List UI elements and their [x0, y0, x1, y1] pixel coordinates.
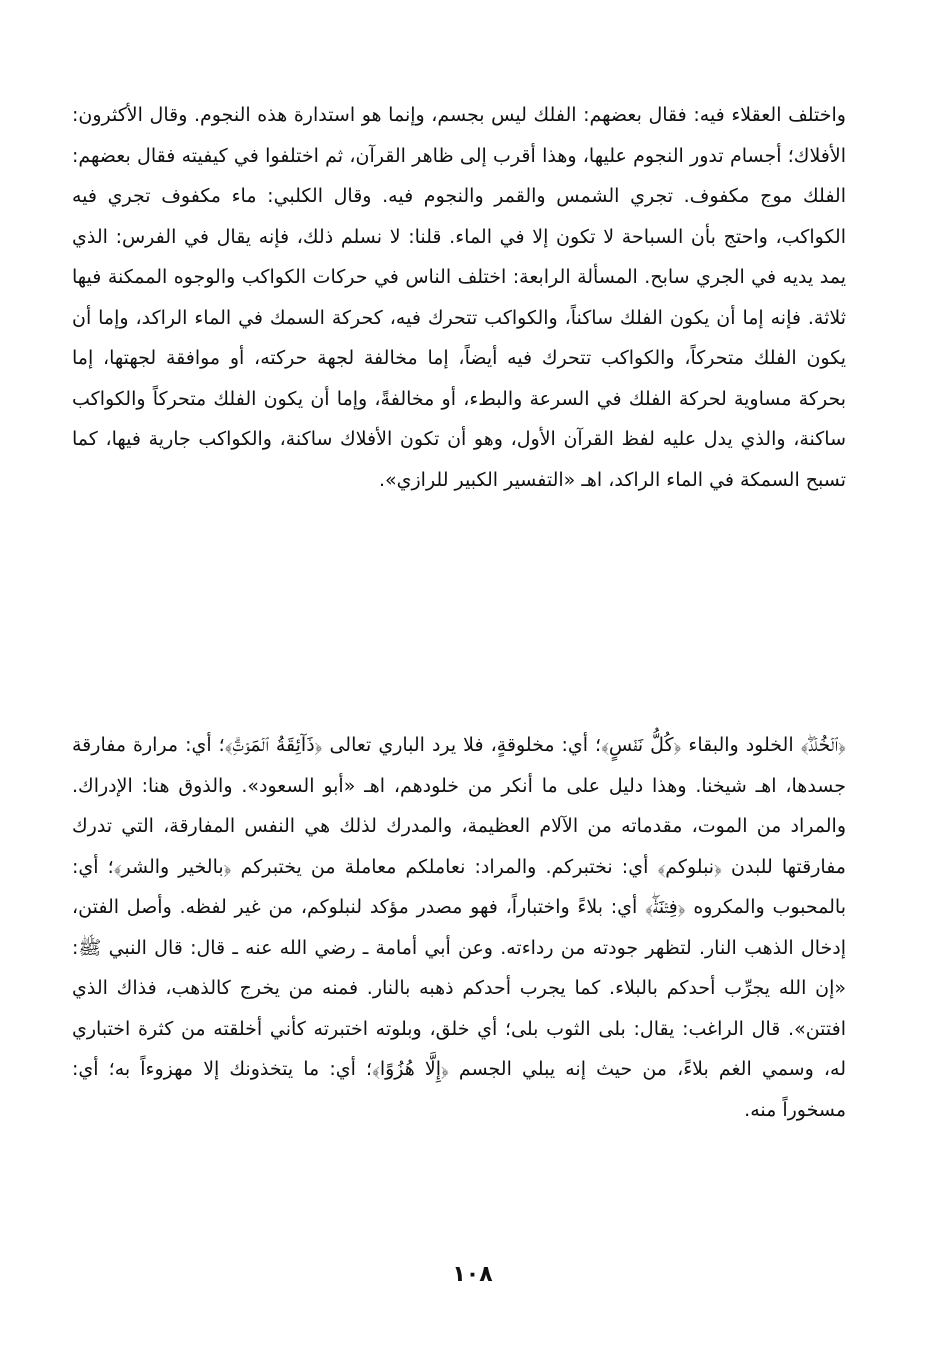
paragraph-commentary-orbits: واختلف العقلاء فيه: فقال بعضهم: الفلك ليس بجسم، وإنما هو استدارة هذه النجوم. وقال الأكثرون: الأفلاك؛ أجسام تدور النجوم عليها، وهذا أقرب إلى ظاهر القرآن، ثم اختلفوا في كيفيته فقال بعضهم: الفلك موج مكفوف. تجري الشمس والقمر والنجوم فيه. وقال الكلبي: ماء مكفوف تجري فيه الكواكب، واحتج بأن السباحة لا تكون إلا في الماء. قلنا: لا نسلم ذلك، فإنه يقال في الفرس: الذي يمد يديه في الجري سابح. المسألة الرابعة: اختلف الناس في حركات الكواكب والوجوه الممكنة فيها ثلاثة. فإنه إما أن يكون الفلك ساكناً، والكواكب تتحرك فيه، كحركة السمك في الماء الراكد، وإما أن يكون الفلك متحركاً، والكواكب تتحرك فيه أيضاً، إما مخالفة لجهة حركته، أو موافقة لجهتها، إما بحركة مساوية لحركة الفلك في السرعة والبطء، أو مخالفةً، وإما أن يكون الفلك متحركاً والكواكب ساكنة، والذي يدل عليه لفظ القرآن الأول، وهو أن تكون الأفلاك ساكنة، والكواكب جارية فيها، كما تسبح السمكة في الماء الراكد، اهـ «التفسير الكبير للرازي». — [72, 104, 846, 491]
paragraph-commentary-death-trial: ﴿ٱلۡخُلۡدَۖ﴾ الخلود والبقاء ﴿كُلُّ نَفۡسٍ﴾؛ أي: مخلوقةٍ، فلا يرد الباري تعالى ﴿ذَآئِقَةُ ٱلۡمَوۡتِۗ﴾؛ أي: مرارة مفارقة جسدها، اهـ شيخنا. وهذا دليل على ما أنكر من خلودهم، اهـ «أبو السعود». والذوق هنا: الإدراك. والمراد من الموت، مقدماته من الآلام العظيمة، والمدرك لذلك هي النفس المفارقة، التي تدرك مفارقتها للبدن ﴿نبلوكم﴾ أي: نختبركم. والمراد: نعاملكم معاملة من يختبركم ﴿بالخير والشر﴾؛ أي: بالمحبوب والمكروه ﴿فِتۡنَةٗۖ﴾ أي: بلاءً واختباراً، فهو مصدر مؤكد لنبلوكم، من غير لفظه. وأصل الفتن، إدخال الذهب النار. لتظهر جودته من رداءته. وعن أبي أمامة ـ رضي الله عنه ـ قال: قال النبي ﷺ: «إن الله يجرِّب أحدكم بالبلاء. كما يجرب أحدكم ذهبه بالنار. فمنه من يخرج كالذهب، فذاك الذي افتتن». قال الراغب: يقال: بلى الثوب بلى؛ أي خلق، وبلوته اختبرته كأني أخلقته من كثرة اختباري له، وسمي الغم بلاءً، من حيث إنه يبلي الجسم ﴿إِلَّا هُزُوًا﴾؛ أي: ما يتخذونك إلا مهزوءاً به؛ أي: مسخوراً منه. — [72, 734, 846, 1121]
page-number: ١٠٨ — [452, 1262, 493, 1287]
